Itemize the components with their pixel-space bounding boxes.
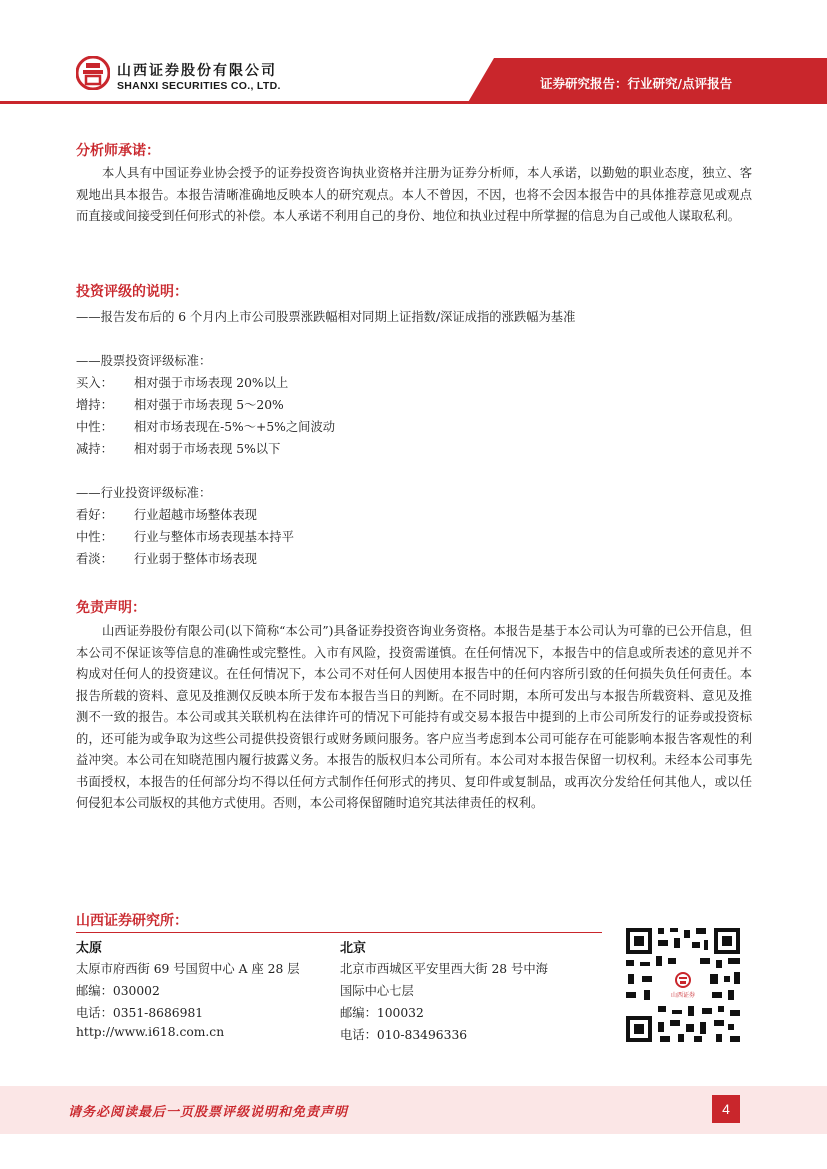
qr-code-icon[interactable] — [624, 926, 742, 1044]
institute-title: 山西证券研究所： — [76, 913, 188, 929]
beijing-phone: 电话：010-83496336 — [340, 1028, 468, 1042]
footer-notice: 请务必阅读最后一页股票评级说明和免责声明 — [68, 1105, 349, 1120]
rating-title: 投资评级的说明： — [76, 284, 188, 300]
institute-divider — [76, 932, 602, 933]
industry-rating-desc: 行业与整体市场表现基本持平 — [134, 530, 294, 544]
stock-rating-label: 中性： — [76, 420, 113, 434]
stock-rating-header: ——股票投资评级标准： — [76, 354, 212, 368]
page-number: 4 — [712, 1095, 740, 1123]
commitment-title: 分析师承诺： — [76, 143, 160, 159]
stock-rating-label: 增持： — [76, 398, 113, 412]
industry-rating-header: ——行业投资评级标准： — [76, 486, 212, 500]
stock-rating-label: 减持： — [76, 442, 113, 456]
company-name-cn: 山西证券股份有限公司 — [117, 63, 277, 79]
stock-rating-desc: 相对市场表现在-5%～+5%之间波动 — [134, 420, 336, 434]
industry-rating-label: 中性： — [76, 530, 113, 544]
qr-label: 山西证券 — [670, 992, 696, 999]
website-link[interactable]: http://www.i618.com.cn — [76, 1025, 225, 1039]
stock-rating-label: 买入： — [76, 376, 113, 390]
taiyuan-city: 太原 — [76, 941, 103, 956]
industry-rating-label: 看淡： — [76, 552, 113, 566]
industry-rating-desc: 行业超越市场整体表现 — [134, 508, 257, 522]
company-name-en: SHANXI SECURITIES CO., LTD. — [117, 80, 281, 92]
taiyuan-phone: 电话：0351-8686981 — [76, 1006, 204, 1020]
shanxi-securities-logo-icon — [76, 56, 110, 90]
commitment-body: 本人具有中国证券业协会授予的证券投资咨询执业资格并注册为证券分析师，本人承诺，以勤勉的职业态度，独立、客观地出具本报告。本报告清晰准确地反映本人的研究观点。本人不曾因，不因，也将不会因本报告中的具体推荐意见或观点而直接或间接受到任何形式的补偿。本人承诺不利用自己的身份、地位和执业过程中所掌握的信息为自己或他人谋取私利。 — [76, 166, 752, 223]
industry-rating-desc: 行业弱于整体市场表现 — [134, 552, 257, 566]
taiyuan-address: 太原市府西街 69 号国贸中心 A 座 28 层 — [76, 962, 300, 976]
report-type: 证券研究报告：行业研究/点评报告 — [540, 76, 733, 91]
taiyuan-zip: 邮编：030002 — [76, 984, 160, 998]
beijing-city: 北京 — [340, 941, 367, 956]
stock-rating-desc: 相对强于市场表现 20%以上 — [134, 376, 289, 390]
beijing-address-cont: 国际中心七层 — [340, 984, 414, 998]
beijing-zip: 邮编：100032 — [340, 1006, 424, 1020]
beijing-address: 北京市西城区平安里西大街 28 号中海 — [340, 962, 548, 976]
stock-rating-desc: 相对弱于市场表现 5%以下 — [134, 442, 281, 456]
stock-rating-desc: 相对强于市场表现 5～20% — [134, 398, 284, 412]
rating-basis: ——报告发布后的 6 个月内上市公司股票涨跌幅相对同期上证指数/深证成指的涨跌幅为基准 — [76, 310, 576, 324]
industry-rating-label: 看好： — [76, 508, 113, 522]
disclaimer-body: 山西证券股份有限公司(以下简称“本公司”)具备证券投资咨询业务资格。本报告是基于本公司认为可靠的已公开信息，但本公司不保证该等信息的准确性或完整性。入市有风险，投资需谨慎。在任何情况下，本报告中的信息或所表述的意见并不构成对任何人的投资建议。在任何情况下，本公司不对任何人因使用本报告中的任何内容所引致的任何损失负任何责任。本报告所载的资料、意见及推测仅反映本所于发布本报告当日的判断。在不同时期，本所可发出与本报告所载资料、意见及推测不一致的报告。本公司或其关联机构在法律许可的情况下可能持有或交易本报告中提到的上市公司所发行的证券或投资标的，还可能为或争取为这些公司提供投资银行或财务顾问服务。客户应当考虑到本公司可能存在可能影响本报告客观性的利益冲突。本公司在知晓范围内履行披露义务。本报告的版权归本公司所有。本公司对本报告保留一切权利。未经本公司事先书面授权，本报告的任何部分均不得以任何方式制作任何形式的拷贝、复印件或复制品，或再次分发给任何其他人，或以任何侵犯本公司版权的其他方式使用。否则，本公司将保留随时追究其法律责任的权利。 — [76, 624, 752, 810]
disclaimer-title: 免责声明： — [76, 600, 146, 616]
page-header — [0, 0, 827, 104]
